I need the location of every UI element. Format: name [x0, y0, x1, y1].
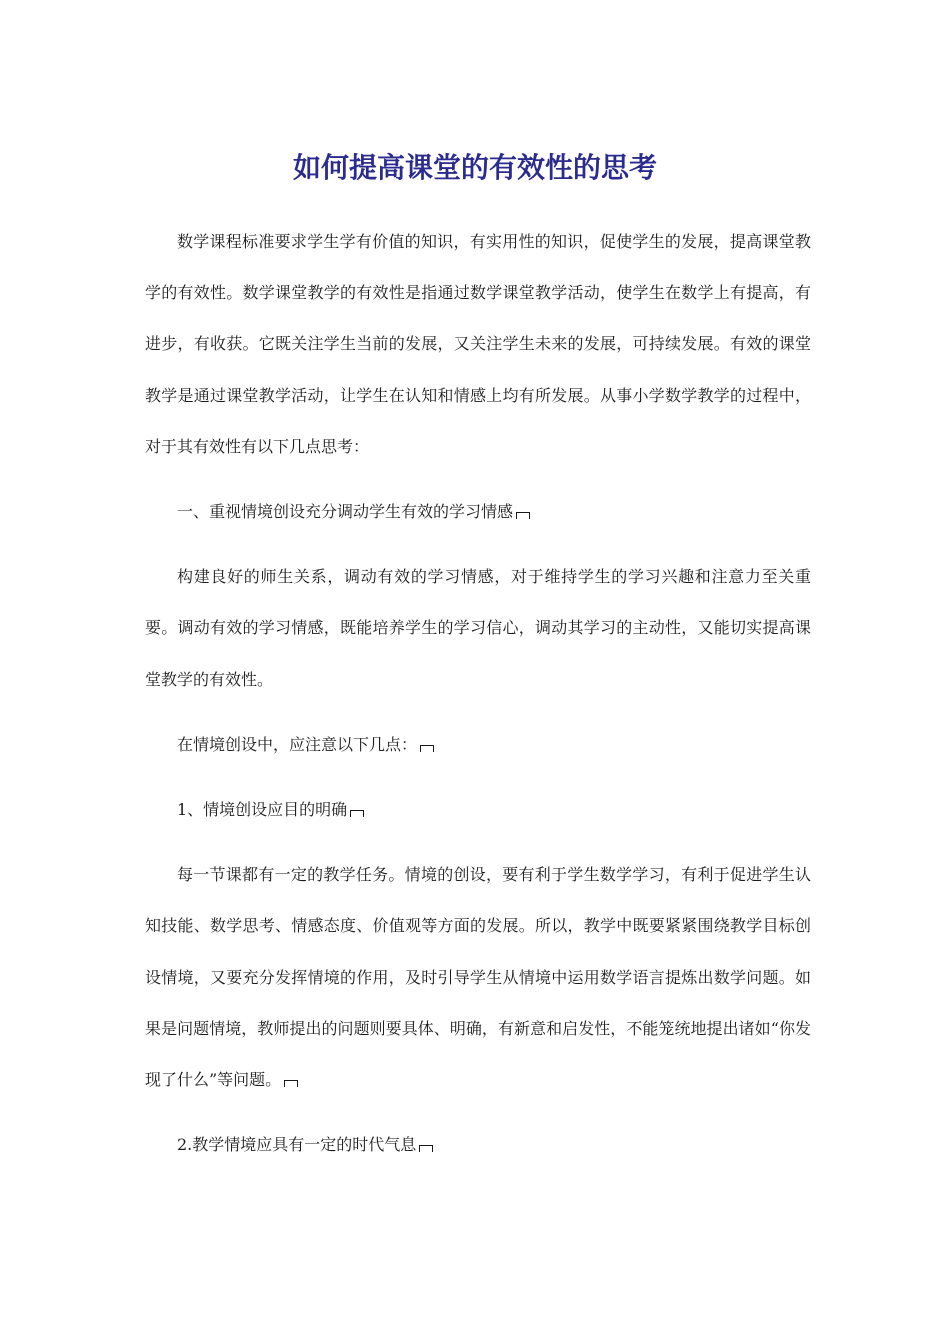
paragraph-notes-intro: [145, 719, 811, 770]
subheading-2-text: 2.教学情境应具有一定的时代气息: [177, 1135, 417, 1155]
paragraph-mark-icon: [350, 810, 364, 817]
paragraph-task-text: 每一节课都有一定的教学任务。情境的创设，要有利于学生数学学习，有利于促进学生认知技能、数学思考、情感态度、价值观等方面的发展。所以，教学中既要紧紧围绕教学目标创设情境，又要充分发挥情境的作用，及时引导学生从情境中运用数学语言提炼出数学问题。如果是问题情境，教师提出的问题则要具体、明确，有新意和启发性，不能笼统地提出诸如“你发现了什么”等问题。: [145, 865, 811, 1090]
paragraph-mark-icon: [516, 512, 530, 519]
section-heading-1: [145, 486, 811, 537]
paragraph-task: [145, 849, 811, 1105]
paragraph-notes-intro-text: 在情境创设中，应注意以下几点：: [177, 734, 418, 754]
document-title: 如何提高课堂的有效性的思考: [292, 151, 657, 184]
document-body: [145, 216, 811, 1170]
paragraph-mark-icon: [284, 1080, 298, 1087]
subheading-1: [145, 784, 811, 835]
subheading-2: [145, 1119, 811, 1170]
subheading-1-text: 1、情境创设应目的明确: [177, 800, 348, 820]
paragraph-relationship: 构建良好的师生关系，调动有效的学习情感，对于维持学生的学习兴趣和注意力至关重要。调动有效的学习情感，既能培养学生的学习信心，调动其学习的主动性，又能切实提高课堂教学的有效性。: [145, 567, 811, 689]
paragraph-mark-icon: [420, 745, 434, 752]
paragraph-mark-icon: [419, 1145, 433, 1152]
section-heading-1-text: 一、重视情境创设充分调动学生有效的学习情感: [177, 502, 514, 522]
paragraph-intro: 数学课程标准要求学生学有价值的知识，有实用性的知识，促使学生的发展，提高课堂教学的有效性。数学课堂教学的有效性是指通过数学课堂教学活动，使学生在数学上有提高，有进步，有收获。它既关注学生当前的发展，又关注学生未来的发展，可持续发展。有效的课堂教学是通过课堂教学活动，让学生在认知和情感上均有所发展。从事小学数学教学的过程中，对于其有效性有以下几点思考：: [145, 232, 811, 456]
